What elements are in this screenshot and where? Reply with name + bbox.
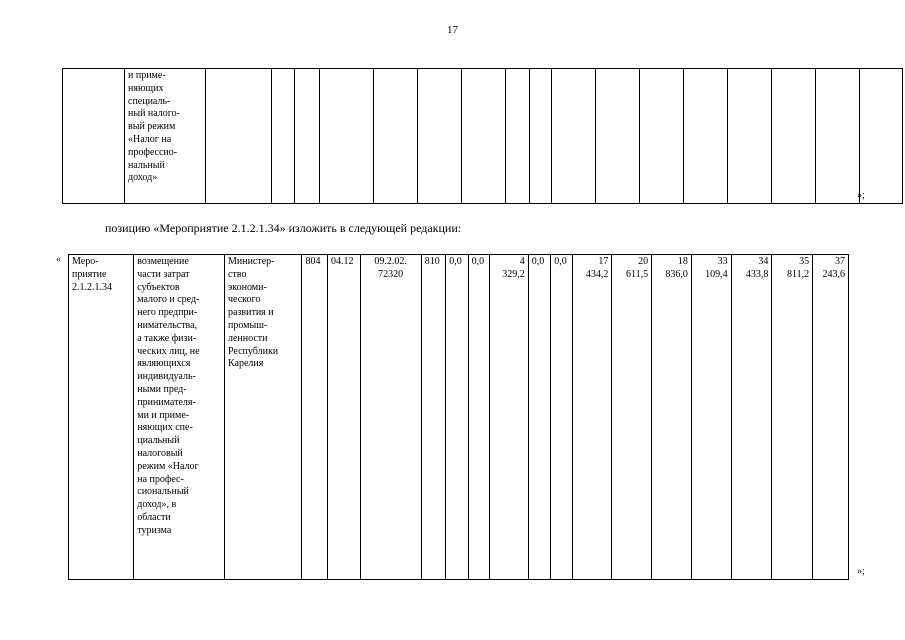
- value-cell: 33 109,4: [691, 255, 731, 580]
- measure-table: [68, 254, 849, 580]
- value-cell: 17 434,2: [572, 255, 612, 580]
- grbs-code-cell: 804: [302, 255, 327, 580]
- measure-row: [69, 255, 849, 580]
- value-cell: 0,0: [551, 255, 572, 580]
- executor-cell: Министер- ство экономи- ческого развития и промыш- ленности Республики Карелия: [224, 255, 301, 580]
- value-cell: 0,0: [468, 255, 489, 580]
- top-table-row: [63, 69, 903, 204]
- value-cell: 20 611,5: [612, 255, 652, 580]
- measure-description-cell: возмещение части затрат субъектов малого и сред- него предпри- нимательства, а также физи- ческих лиц, не являющихся индивидуаль- ными пред- принимателя- ми и приме- няющих спе- циальный налоговый режим «Налог на профес- сиональный доход», в области туризма: [134, 255, 225, 580]
- expense-type-cell: 810: [421, 255, 445, 580]
- value-cell: 35 811,2: [772, 255, 813, 580]
- value-cell: 4 329,2: [490, 255, 529, 580]
- value-cell: 34 433,8: [731, 255, 772, 580]
- top-description-cell: и приме- няющих специаль- ный налого- вый режим «Налог на профессио- нальный доход»: [125, 69, 206, 204]
- section-code-cell: 04.12: [327, 255, 360, 580]
- measure-name-cell: Меро- приятие 2.1.2.1.34: [69, 255, 134, 580]
- page-number: 17: [447, 24, 458, 36]
- value-cell: 0,0: [446, 255, 468, 580]
- value-cell: 18 836,0: [652, 255, 692, 580]
- value-cell: 0,0: [528, 255, 550, 580]
- value-cell: 37 243,6: [813, 255, 849, 580]
- closing-quote-top: »;: [857, 190, 865, 201]
- instruction-text: позицию «Мероприятие 2.1.2.1.34» изложить в следующей редакции:: [105, 221, 462, 235]
- opening-quote: «: [56, 254, 61, 265]
- target-article-cell: 09.2.02. 72320: [360, 255, 421, 580]
- top-name-cell: [63, 69, 125, 204]
- top-table-fragment: [62, 68, 903, 204]
- closing-quote-bottom: »;: [857, 566, 865, 577]
